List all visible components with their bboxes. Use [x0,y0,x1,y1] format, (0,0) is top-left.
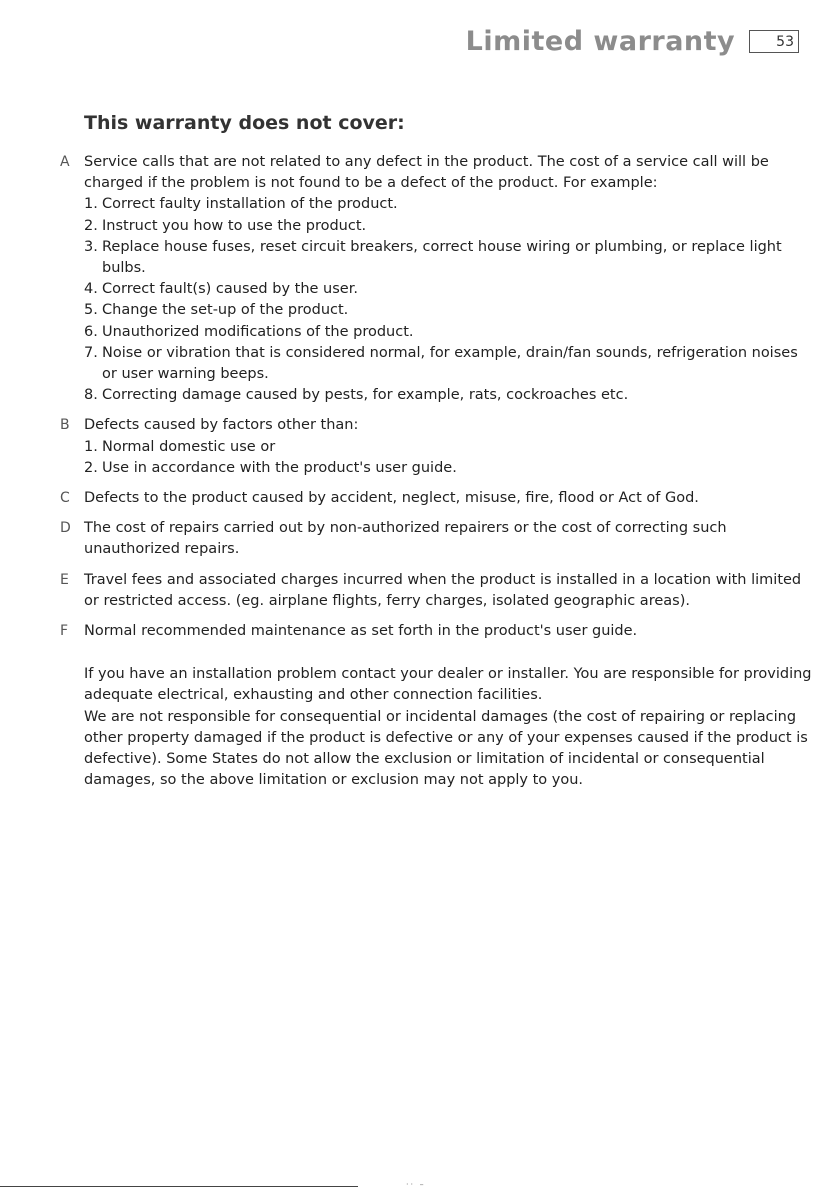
exclusion-item [0,518,839,560]
sub-item-text: Noise or vibration that is considered normal, for example, drain/fan sounds, refrigeration noises or user warning beeps. [102,344,798,383]
sub-item-text: Use in accordance with the product's user guide. [102,459,457,476]
sub-item-text: Unauthorized modifications of the product. [102,323,414,340]
sub-item-number: 5. [84,302,98,319]
sub-list [84,437,813,479]
item-text: Normal recommended maintenance as set forth in the product's user guide. [84,623,638,640]
warranty-content [0,152,839,791]
sub-item [84,322,813,343]
exclusion-item [0,488,839,509]
item-letter: C [60,490,70,507]
sub-item-text: Correct faulty installation of the product. [102,196,398,213]
sub-item-text: Correct fault(s) caused by the user. [102,281,358,298]
sub-item-number: 2. [84,217,98,234]
page-number: 53 [749,30,799,53]
sub-item [84,343,813,385]
sub-list [84,194,813,406]
sub-item-number: 1. [84,196,98,213]
footer-mark: ·· – [406,1180,426,1189]
exclusion-item [0,570,839,612]
sub-item-text: Replace house fuses, reset circuit breakers, correct house wiring or plumbing, or replace light bulbs. [102,238,782,277]
sub-item [84,437,813,458]
sub-item-text: Correcting damage caused by pests, for example, rats, cockroaches etc. [102,387,629,404]
exclusion-item [0,621,839,642]
item-text: Service calls that are not related to any defect in the product. The cost of a service call will be charged if the problem is not found to be a defect of the product. For example: [84,154,769,192]
sub-item-number: 6. [84,323,98,340]
item-letter: D [60,520,71,537]
exclusion-list [0,152,839,642]
sub-item [84,194,813,215]
exclusion-item [0,152,839,406]
closing-paragraphs [0,664,839,791]
sub-item-number: 8. [84,387,98,404]
sub-item-number: 3. [84,238,98,255]
item-text: Defects to the product caused by accident, neglect, misuse, fire, flood or Act of God. [84,490,699,507]
section-heading: This warranty does not cover: [84,112,405,134]
closing-paragraph: If you have an installation problem contact your dealer or installer. You are responsible for providing adequate electrical, exhausting and other connection facilities. [84,666,812,704]
sub-item [84,385,813,406]
sub-item [84,300,813,321]
exclusion-item [0,415,839,479]
item-letter: E [60,571,69,588]
page-header [466,26,799,57]
sub-item-text: Change the set-up of the product. [102,302,349,319]
sub-item-number: 4. [84,281,98,298]
sub-item [84,237,813,279]
item-text: Defects caused by factors other than: [84,417,359,434]
page-title: Limited warranty [465,26,736,57]
footer-rule [0,1186,358,1187]
sub-item-text: Instruct you how to use the product. [102,217,367,234]
sub-item-number: 2. [84,459,98,476]
closing-paragraph: We are not responsible for consequential or incidental damages (the cost of repairing or replacing other property damaged if the product is defective or any of your expenses caused if the product is defective). Some States do not allow the exclusion or limitation of incidental or consequential damages, so the above limitation or exclusion may not apply to you. [84,708,808,789]
item-text: The cost of repairs carried out by non-authorized repairers or the cost of correcting such unauthorized repairs. [84,520,727,558]
item-letter: A [60,154,70,170]
sub-item [84,279,813,300]
sub-item [84,216,813,237]
sub-item-text: Normal domestic use or [102,438,276,455]
sub-item-number: 7. [84,344,98,361]
sub-item-number: 1. [84,438,98,455]
item-letter: F [60,623,69,640]
item-text: Travel fees and associated charges incurred when the product is installed in a location with limited or restricted access. (eg. airplane flights, ferry charges, isolated geographic areas). [84,571,802,609]
item-letter: B [60,417,70,434]
sub-item [84,458,813,479]
